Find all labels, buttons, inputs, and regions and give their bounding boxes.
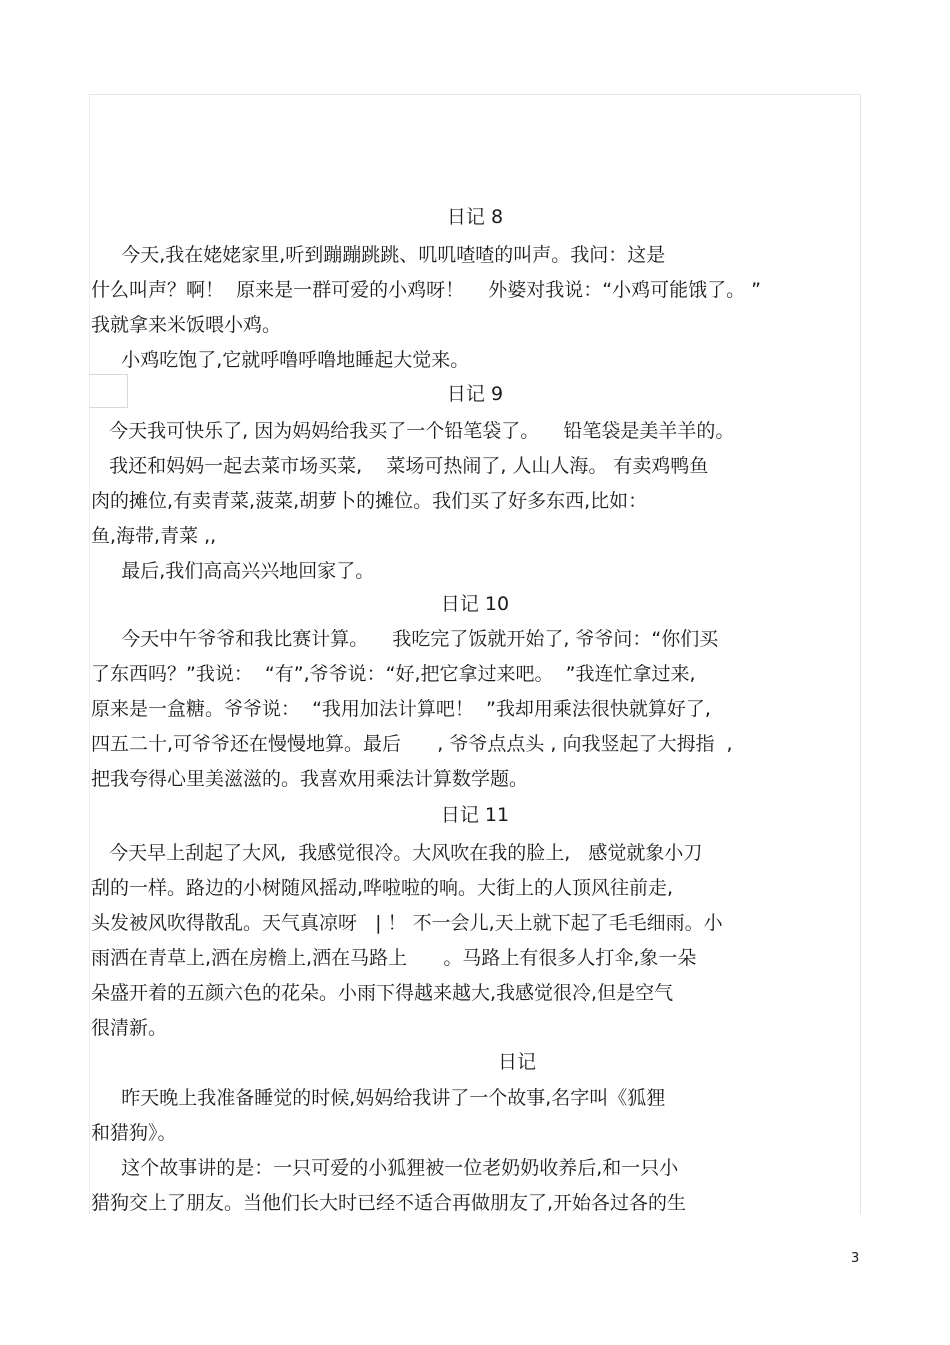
text-line: 鱼,海带,青菜 ,, <box>91 525 217 547</box>
text-line: 什么叫声？啊！ 原来是一群可爱的小鸡呀！ 外婆对我说：“小鸡可能饿了。 ” <box>91 279 761 301</box>
text-line: 小鸡吃饱了,它就呼噜呼噜地睡起大觉来。 <box>91 349 470 371</box>
text-line: 我就拿来米饭喂小鸡。 <box>91 314 282 336</box>
entry-title: 日记 11 <box>440 804 510 826</box>
text-line: 今天我可快乐了, 因为妈妈给我买了一个铅笔袋了。 铅笔袋是美羊羊的。 <box>91 420 735 442</box>
text-line: 刮的一样。路边的小树随风摇动,哗啦啦的响。大街上的人顶风往前走, <box>91 877 674 899</box>
text-line: 我还和妈妈一起去菜市场买菜, 菜场可热闹了, 人山人海。 有卖鸡鸭鱼 <box>91 455 709 477</box>
entry-title: 日记 10 <box>440 593 510 615</box>
text-line: 原来是一盒糖。爷爷说： “我用加法计算吧！ ”我却用乘法很快就算好了, <box>91 698 711 720</box>
entry-title: 日记 9 <box>446 383 504 405</box>
text-line: 头发被风吹得散乱。天气真凉呀 | ！ 不一会儿,天上就下起了毛毛细雨。小 <box>91 912 723 934</box>
text-line: 今天,我在姥姥家里,听到蹦蹦跳跳、叽叽喳喳的叫声。我问：这是 <box>91 244 666 266</box>
text-line: 四五二十,可爷爷还在慢慢地算。最后 , 爷爷点点头 , 向我竖起了大拇指 , <box>91 733 733 755</box>
text-line: 今天中午爷爷和我比赛计算。 我吃完了饭就开始了, 爷爷问：“你们买 <box>91 628 719 650</box>
text-line: 昨天晚上我准备睡觉的时候,妈妈给我讲了一个故事,名字叫《狐狸 <box>91 1087 666 1109</box>
text-line: 今天早上刮起了大风, 我感觉很冷。大风吹在我的脸上, 感觉就象小刀 <box>91 842 703 864</box>
text-line: 肉的摊位,有卖青菜,菠菜,胡萝卜的摊位。我们买了好多东西,比如： <box>91 490 648 512</box>
text-line: 很清新。 <box>91 1017 168 1039</box>
page-number: 3 <box>851 1251 860 1266</box>
text-line: 把我夸得心里美滋滋的。我喜欢用乘法计算数学题。 <box>91 768 529 790</box>
text-line: 这个故事讲的是：一只可爱的小狐狸被一位老奶奶收养后,和一只小 <box>91 1157 679 1179</box>
entry-title: 日记 8 <box>446 206 504 228</box>
text-line: 朵盛开着的五颜六色的花朵。小雨下得越来越大,我感觉很冷,但是空气 <box>91 982 674 1004</box>
text-line: 和猎狗》。 <box>91 1122 177 1144</box>
entry-title: 日记 <box>497 1051 536 1073</box>
text-line: 最后,我们高高兴兴地回家了。 <box>91 560 375 582</box>
text-line: 猎狗交上了朋友。当他们长大时已经不适合再做朋友了,开始各过各的生 <box>91 1192 687 1214</box>
text-line: 雨洒在青草上,洒在房檐上,洒在马路上 。马路上有很多人打伞,象一朵 <box>91 947 697 969</box>
text-line: 了东西吗？”我说： “有”,爷爷说：“好,把它拿过来吧。 ”我连忙拿过来, <box>91 663 696 685</box>
